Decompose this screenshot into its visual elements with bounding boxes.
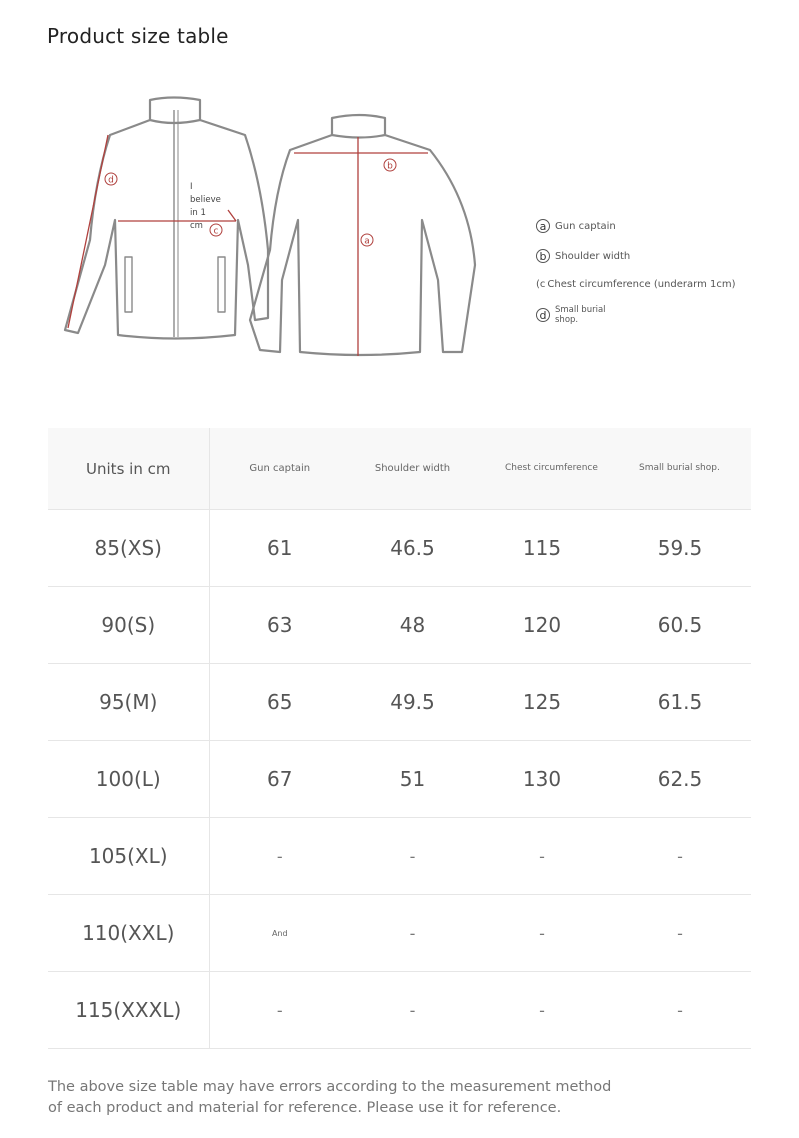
size-cell: 85(XS) <box>48 510 209 587</box>
table-cell: And <box>209 895 350 972</box>
table-cell: 115 <box>475 510 609 587</box>
svg-text:c: c <box>213 226 219 237</box>
size-cell: 90(S) <box>48 587 209 664</box>
table-cell: 65 <box>209 664 350 741</box>
table-cell: 46.5 <box>350 510 475 587</box>
table-row <box>48 818 751 895</box>
table-row <box>48 664 751 741</box>
legend-item-a <box>536 219 616 233</box>
table-row <box>48 510 751 587</box>
table-cell: 125 <box>475 664 609 741</box>
table-cell: 62.5 <box>609 741 751 818</box>
table-cell: 120 <box>475 587 609 664</box>
footer-line: The above size table may have errors according to the measurement method <box>48 1079 612 1095</box>
footer-disclaimer <box>48 1077 648 1119</box>
table-cell: 61 <box>209 510 350 587</box>
table-row <box>48 587 751 664</box>
table-cell: - <box>609 895 751 972</box>
size-cell: 115(XXXL) <box>48 972 209 1049</box>
legend-item-c <box>536 279 736 290</box>
marker-a <box>361 234 373 247</box>
legend-text: Shoulder width <box>555 250 631 262</box>
front-note-line: in 1 <box>190 208 206 218</box>
header-small-burial-shop: Small burial shop. <box>609 428 751 510</box>
table-cell: 61.5 <box>609 664 751 741</box>
table-cell: - <box>209 972 350 1049</box>
size-table <box>48 428 751 1049</box>
legend-badge: a <box>536 219 550 233</box>
marker-b <box>384 159 396 172</box>
table-cell: - <box>609 818 751 895</box>
table-cell: 130 <box>475 741 609 818</box>
legend-item-d <box>536 305 625 325</box>
table-cell: - <box>350 895 475 972</box>
table-cell: 67 <box>209 741 350 818</box>
page-title: Product size table <box>47 24 229 48</box>
footer-line: of each product and material for reference. Please use it for reference. <box>48 1100 562 1116</box>
table-row <box>48 972 751 1049</box>
table-row <box>48 895 751 972</box>
front-note <box>190 181 221 233</box>
table-cell: - <box>609 972 751 1049</box>
svg-text:b: b <box>387 161 393 172</box>
legend-item-b <box>536 249 630 263</box>
size-cell: 95(M) <box>48 664 209 741</box>
table-cell: 63 <box>209 587 350 664</box>
svg-text:a: a <box>364 236 370 247</box>
header-chest-circumference: Chest circumference <box>475 428 609 510</box>
table-header-row <box>48 428 751 510</box>
front-jacket-outline <box>65 98 268 339</box>
size-cell: 110(XXL) <box>48 895 209 972</box>
table-cell: - <box>475 818 609 895</box>
back-jacket-outline <box>250 115 475 355</box>
table-row <box>48 741 751 818</box>
front-note-line: believe <box>190 195 221 205</box>
legend-text: Small burial shop. <box>555 305 606 325</box>
marker-d <box>105 173 117 186</box>
table-cell: - <box>475 895 609 972</box>
back-measure-lines <box>294 137 428 356</box>
size-cell: 105(XL) <box>48 818 209 895</box>
legend-badge: d <box>536 308 550 322</box>
table-cell: - <box>350 972 475 1049</box>
legend-text: Chest circumference (underarm 1cm) <box>547 279 736 290</box>
jacket-diagram <box>50 90 490 365</box>
svg-text:d: d <box>108 175 114 186</box>
table-cell: 51 <box>350 741 475 818</box>
table-cell: 49.5 <box>350 664 475 741</box>
table-cell: - <box>475 972 609 1049</box>
header-gun-captain: Gun captain <box>209 428 350 510</box>
table-cell: - <box>350 818 475 895</box>
size-cell: 100(L) <box>48 741 209 818</box>
table-cell: 48 <box>350 587 475 664</box>
legend-badge: b <box>536 249 550 263</box>
table-cell: 59.5 <box>609 510 751 587</box>
legend-badge: (c <box>536 279 546 290</box>
legend-text: Gun captain <box>555 220 616 232</box>
front-note-line: cm <box>190 221 203 231</box>
front-note-line: I <box>190 182 193 192</box>
header-units: Units in cm <box>48 428 209 510</box>
table-cell: - <box>209 818 350 895</box>
header-shoulder-width: Shoulder width <box>350 428 475 510</box>
table-cell: 60.5 <box>609 587 751 664</box>
